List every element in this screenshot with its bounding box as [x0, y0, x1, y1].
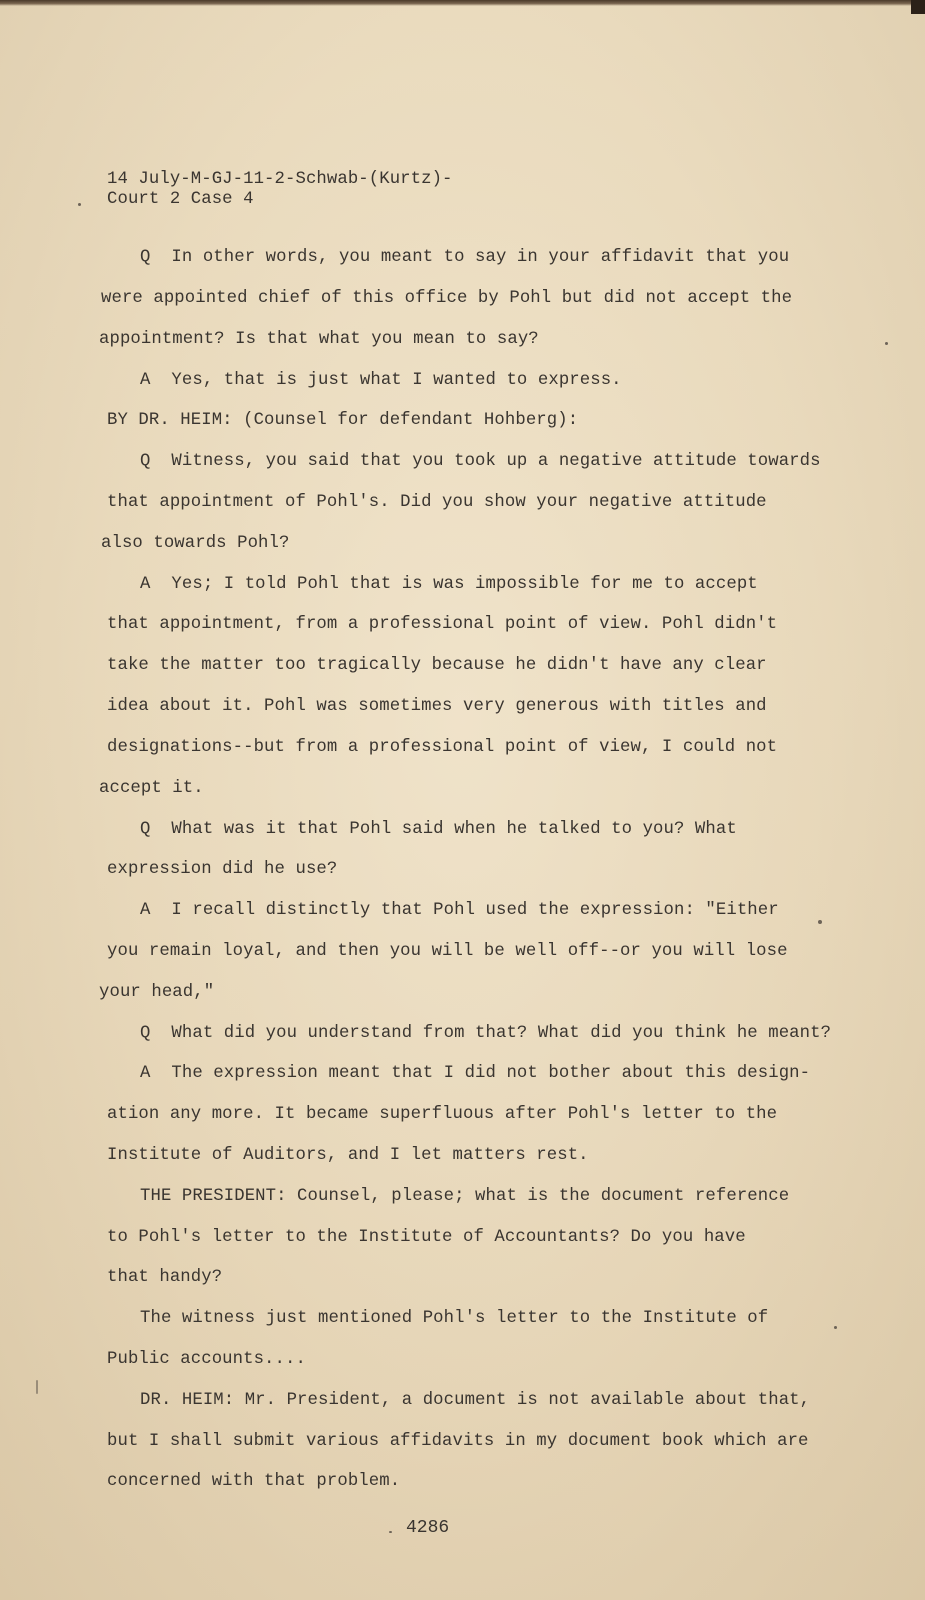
body-line: but I shall submit various affidavits in my document book which are [107, 1432, 809, 1451]
body-line: Q What did you understand from that? What did you think he meant? [140, 1024, 832, 1043]
body-line: concerned with that problem. [107, 1472, 401, 1491]
body-line: Q In other words, you meant to say in your affidavit that you [140, 248, 790, 267]
body-line: A I recall distinctly that Pohl used the expression: "Either [140, 901, 779, 920]
body-line: idea about it. Pohl was sometimes very generous with titles and [107, 697, 767, 716]
body-line: Public accounts.... [107, 1350, 306, 1369]
body-line: your head," [99, 983, 215, 1002]
body-line: to Pohl's letter to the Institute of Accountants? Do you have [107, 1228, 746, 1247]
body-line: ation any more. It became superfluous after Pohl's letter to the [107, 1105, 778, 1124]
body-line: A The expression meant that I did not bother about this design- [140, 1064, 811, 1083]
body-line: Q Witness, you said that you took up a negative attitude towards [140, 452, 821, 471]
header-line-1: 14 July-M-GJ-11-2-Schwab-(Kurtz)- [107, 170, 453, 189]
body-line: you remain loyal, and then you will be well off--or you will lose [107, 942, 788, 961]
body-line: that handy? [107, 1268, 223, 1287]
body-line: Institute of Auditors, and I let matters rest. [107, 1146, 589, 1165]
body-line: also towards Pohl? [101, 534, 290, 553]
paper-mark [36, 1380, 38, 1394]
page-number: 4286 [406, 1518, 450, 1538]
page-corner [911, 0, 925, 14]
body-line: appointment? Is that what you mean to say? [99, 330, 539, 349]
body-line: A Yes, that is just what I wanted to express. [140, 371, 622, 390]
body-line: expression did he use? [107, 860, 338, 879]
body-line: accept it. [99, 779, 204, 798]
body-line: that appointment, from a professional point of view. Pohl didn't [107, 615, 778, 634]
header-line-2: Court 2 Case 4 [107, 190, 254, 209]
paper-speck [885, 342, 888, 345]
body-line: The witness just mentioned Pohl's letter to the Institute of [140, 1309, 769, 1328]
body-line: were appointed chief of this office by Pohl but did not accept the [101, 289, 793, 308]
body-line: designations--but from a professional point of view, I could not [107, 738, 778, 757]
body-line: DR. HEIM: Mr. President, a document is not available about that, [140, 1391, 811, 1410]
paper-speck [818, 920, 822, 924]
body-line: BY DR. HEIM: (Counsel for defendant Hohberg): [107, 411, 579, 430]
paper-speck [78, 203, 81, 206]
body-line: THE PRESIDENT: Counsel, please; what is the document reference [140, 1187, 790, 1206]
page-top-edge [0, 0, 925, 6]
paper-speck [834, 1326, 837, 1329]
body-line: Q What was it that Pohl said when he talked to you? What [140, 820, 737, 839]
body-line: take the matter too tragically because he didn't have any clear [107, 656, 767, 675]
body-line: that appointment of Pohl's. Did you show your negative attitude [107, 493, 767, 512]
body-line: A Yes; I told Pohl that is was impossible for me to accept [140, 575, 758, 594]
paper-speck [389, 1531, 392, 1533]
